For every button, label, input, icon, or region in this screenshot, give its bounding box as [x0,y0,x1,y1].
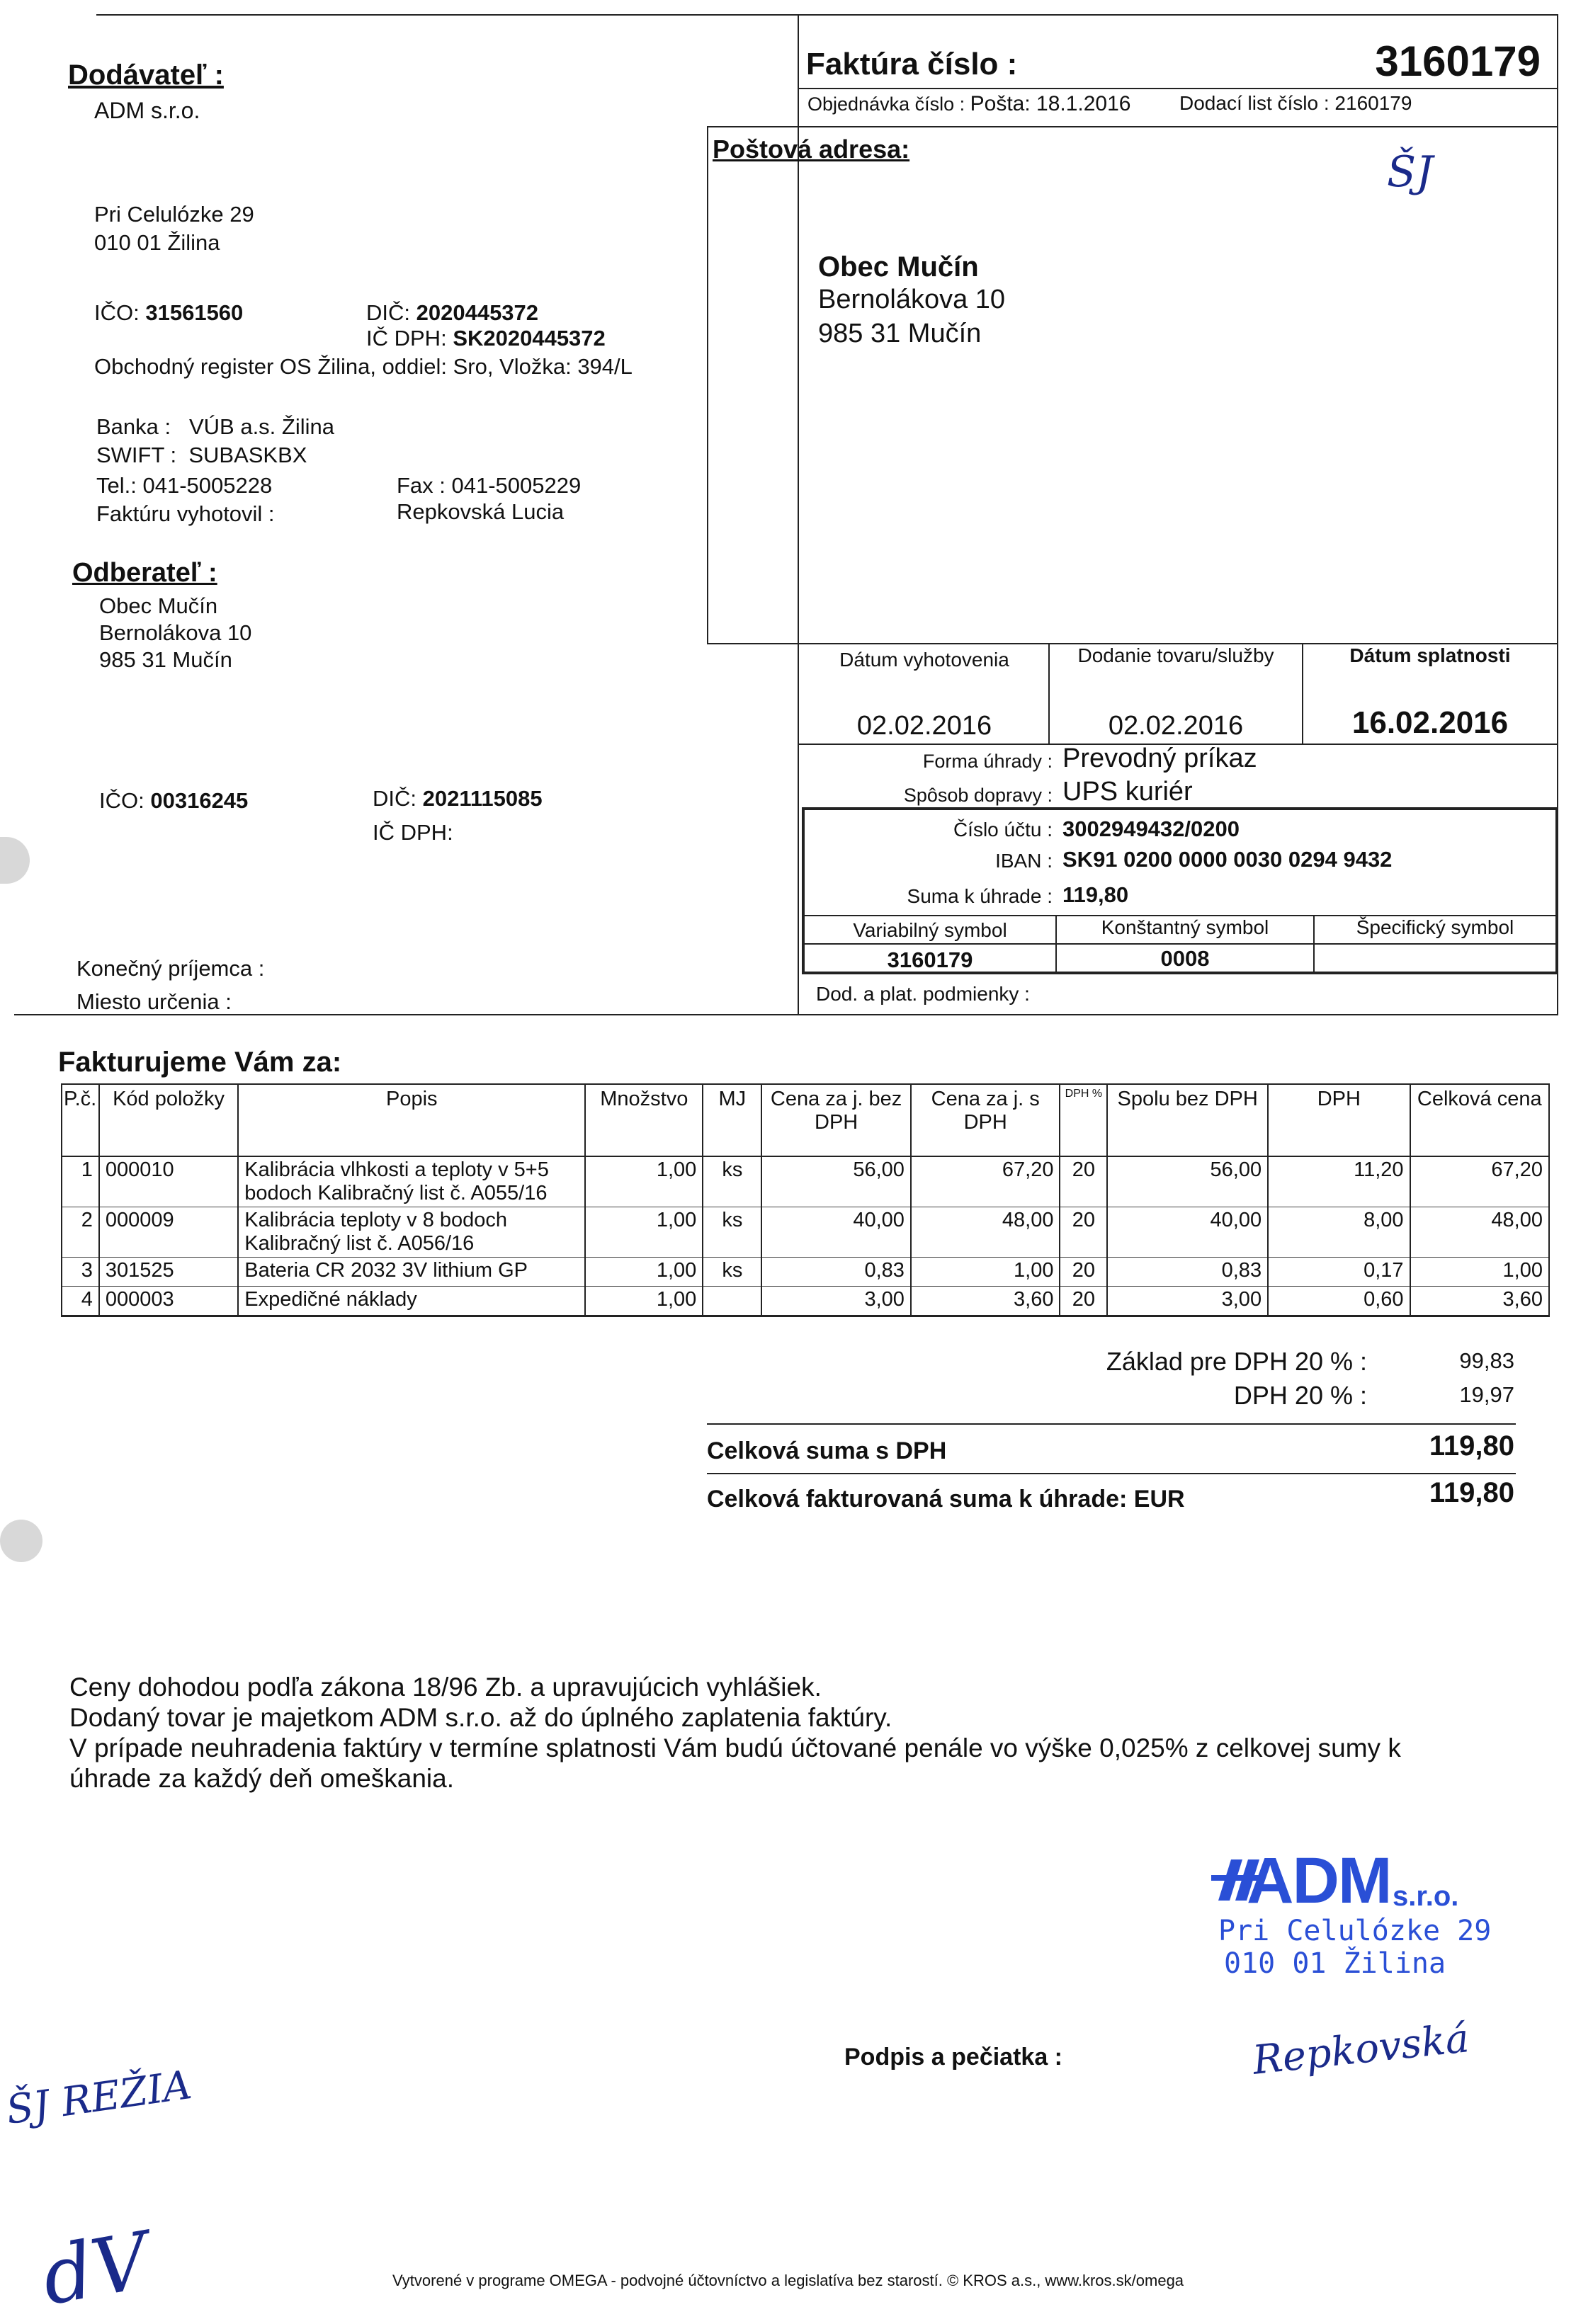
cell-pc: 4 [62,1287,99,1316]
handwritten-note: ŠJ REŽIA [3,2062,195,2134]
supplier-bank: Banka : VÚB a.s. Žilina [96,414,334,439]
cell-vat: 0,60 [1268,1287,1410,1316]
vat-base: 99,83 [1459,1348,1514,1373]
cell-unit-gross: 48,00 [911,1207,1060,1258]
customer-icdph: IČ DPH: [373,820,453,845]
punch-hole-icon [0,837,30,884]
cell-code: 000010 [99,1156,238,1207]
cell-vat: 8,00 [1268,1207,1410,1258]
invoice-title-rule [798,88,1558,89]
payable-total: 119,80 [1429,1477,1514,1508]
ks: 0008 [1160,946,1210,971]
delivery-note: Dodací list číslo : 2160179 [1179,92,1412,114]
stamp-logo: ADM [1247,1845,1391,1917]
delivery-date: 02.02.2016 [1108,711,1244,741]
cell-mj: ks [703,1156,761,1207]
cell-unit-net: 40,00 [761,1207,911,1258]
cell-desc [238,1258,585,1287]
cell-desc [238,1287,585,1316]
cell-pc: 2 [62,1207,99,1258]
cell-vat-pct: 20 [1060,1258,1107,1287]
cell-code: 000009 [99,1207,238,1258]
col-vat: DPH [1268,1084,1410,1156]
col-unit-gross: Cena za j. s DPH [911,1084,1060,1156]
final-recipient-label: Konečný príjemca : [76,956,265,981]
vat-total-label: DPH 20 % : [1233,1381,1367,1410]
cell-vat-pct: 20 [1060,1207,1107,1258]
supplier-heading: Dodávateľ : [68,59,224,91]
cell-total-net: 0,83 [1107,1258,1268,1287]
cell-pc: 3 [62,1258,99,1287]
vat-base-label: Základ pre DPH 20 % : [1106,1347,1367,1376]
cell-vat-pct: 20 [1060,1156,1107,1207]
cell-total-net: 40,00 [1107,1207,1268,1258]
col-total: Celková cena [1410,1084,1549,1156]
cell-unit-gross: 1,00 [911,1258,1060,1287]
issue-date-label: Dátum vyhotovenia [839,649,1009,671]
conditions-label: Dod. a plat. podmienky : [816,983,1030,1005]
punch-hole-icon [0,1520,42,1562]
supplier-tel: Tel.: 041-5005228 [96,473,273,498]
cell-desc [238,1156,585,1207]
payment-form: Prevodný príkaz [1062,744,1257,773]
desc-line-1: Kalibrácia vlhkosti a teploty v 5+5 [244,1158,549,1181]
items-table [61,1083,1550,1317]
due-date-label: Dátum splatnosti [1349,644,1511,666]
account-label: Číslo účtu : [953,819,1053,841]
note-line: V prípade neuhradenia faktúry v termíne splatnosti Vám budú účtované penále vo výške 0,025% z celkovej sumy k [69,1733,1401,1762]
cell-vat: 0,17 [1268,1258,1410,1287]
cell-total-net: 3,00 [1107,1287,1268,1316]
sum: 119,80 [1062,882,1129,907]
customer-street: Bernolákova 10 [99,620,252,645]
cell-total-net: 56,00 [1107,1156,1268,1207]
cell-code: 000003 [99,1287,238,1316]
invoice-title: Faktúra číslo : [806,47,1018,81]
supplier-fax: Fax : 041-5005229 [397,473,582,498]
cell-total: 67,20 [1410,1156,1549,1207]
transport: UPS kuriér [1062,777,1193,807]
supplier-city: 010 01 Žilina [94,230,220,255]
table-row [62,1287,1549,1316]
cell-unit-net: 56,00 [761,1156,911,1207]
cell-total: 1,00 [1410,1258,1549,1287]
cell-unit-gross: 67,20 [911,1156,1060,1207]
top-rule [96,14,798,16]
stamp-suffix: s.r.o. [1393,1881,1459,1912]
table-row [62,1156,1549,1207]
items-heading: Fakturujeme Vám za: [58,1047,342,1078]
ks-label: Konštantný symbol [1101,916,1269,938]
col-qty: Množstvo [585,1084,703,1156]
postal-address-box [707,126,1558,644]
desc-line-1: Kalibrácia teploty v 8 bodoch [244,1209,508,1231]
iban-label: IBAN : [995,850,1053,872]
cell-mj: ks [703,1258,761,1287]
cell-qty: 1,00 [585,1156,703,1207]
stamp-city: 010 01 Žilina [1224,1947,1446,1980]
supplier-register: Obchodný register OS Žilina, oddiel: Sro, Vložka: 394/L [94,354,633,379]
desc-line-1: Bateria CR 2032 3V lithium GP [244,1259,528,1282]
customer-name: Obec Mučín [99,593,218,618]
cell-vat-pct: 20 [1060,1287,1107,1316]
vs: 3160179 [887,947,973,972]
account: 3002949432/0200 [1062,816,1240,841]
supplier-icdph: IČ DPH: SK2020445372 [366,326,606,351]
supplier-name: ADM s.r.o. [94,98,200,123]
table-row [62,1207,1549,1258]
cell-vat: 11,20 [1268,1156,1410,1207]
vs-label: Variabilný symbol [853,919,1007,941]
col-pc: P.č. [62,1084,99,1156]
note-line: Dodaný tovar je majetkom ADM s.r.o. až do úplného zaplatenia faktúry. [69,1703,892,1732]
desc-line-1: Expedičné náklady [244,1288,417,1311]
issued-by-label: Faktúru vyhotovil : [96,501,275,526]
col-total-net: Spolu bez DPH [1107,1084,1268,1156]
cell-desc [238,1207,585,1258]
customer-city: 985 31 Mučín [99,647,232,672]
supplier-swift: SWIFT : SUBASKBX [96,443,307,467]
company-stamp [1204,1845,1502,1988]
cell-qty: 1,00 [585,1258,703,1287]
cell-unit-net: 3,00 [761,1287,911,1316]
symbols-mid-rule [803,943,1557,945]
customer-dic: DIČ: 2021115085 [373,786,543,811]
ss-label: Špecifický symbol [1356,916,1514,938]
payment-form-label: Forma úhrady : [922,751,1053,772]
desc-line-2: Kalibračný list č. A056/16 [244,1232,475,1255]
cell-unit-gross: 3,60 [911,1287,1060,1316]
table-row [62,1258,1549,1287]
footer-note: Vytvorené v programe OMEGA - podvojné účtovníctvo a legislatíva bez starostí. © KROS a.s., www.kros.sk/omega [392,2272,1184,2289]
transport-label: Spôsob dopravy : [903,785,1053,806]
customer-heading: Odberateľ : [72,558,217,588]
col-unit-net: Cena za j. bez DPH [761,1084,911,1156]
payable-label: Celková fakturovaná suma k úhrade: EUR [707,1486,1185,1513]
postal-heading: Poštová adresa: [713,135,910,164]
iban: SK91 0200 0000 0030 0294 9432 [1062,847,1393,872]
issue-date: 02.02.2016 [856,711,992,741]
cell-qty: 1,00 [585,1287,703,1316]
stamp-street: Pri Celulózke 29 [1218,1915,1492,1947]
supplier-dic: DIČ: 2020445372 [366,300,539,325]
issued-by: Repkovská Lucia [397,499,565,524]
desc-line-2: bodoch Kalibračný list č. A055/16 [244,1182,548,1204]
cell-qty: 1,00 [585,1207,703,1258]
cell-unit-net: 0,83 [761,1258,911,1287]
supplier-ico: IČO: 31561560 [94,300,244,325]
invoice-box-top [798,14,1558,16]
supplier-street: Pri Celulózke 29 [94,202,254,227]
items-header-row [62,1084,1549,1156]
customer-ico: IČO: 00316245 [99,788,249,813]
sum-label: Suma k úhrade : [907,885,1053,907]
order-info: Objednávka číslo : Pošta: 18.1.2016 [807,92,1131,115]
handwritten-signature: Repkovská [1250,2015,1472,2084]
signature-label: Podpis a pečiatka : [844,2044,1062,2070]
postal-name: Obec Mučín [818,251,979,283]
col-mj: MJ [703,1084,761,1156]
destination-label: Miesto určenia : [76,989,232,1014]
due-date: 16.02.2016 [1351,705,1509,740]
note-line: Ceny dohodou podľa zákona 18/96 Zb. a upravujúcich vyhlášiek. [69,1673,822,1702]
cell-mj [703,1287,761,1316]
col-desc: Popis [238,1084,585,1156]
cell-pc: 1 [62,1156,99,1207]
note-line: úhrade za každý deň omeškania. [69,1764,455,1793]
col-vat-pct: DPH % [1060,1084,1107,1156]
cell-mj: ks [703,1207,761,1258]
postal-city: 985 31 Mučín [818,319,982,348]
delivery-date-label: Dodanie tovaru/služby [1077,644,1274,666]
totals-rule-1 [707,1423,1516,1425]
handwritten-mark: dV [35,2214,156,2323]
handwritten-initials: ŠJ [1387,147,1434,197]
cell-total: 48,00 [1410,1207,1549,1258]
gross-total: 119,80 [1429,1430,1514,1462]
cell-total: 3,60 [1410,1287,1549,1316]
invoice-number: 3160179 [1375,38,1541,85]
cell-code: 301525 [99,1258,238,1287]
col-code: Kód položky [99,1084,238,1156]
gross-total-label: Celková suma s DPH [707,1437,947,1464]
postal-street: Bernolákova 10 [818,285,1006,314]
header-bottom-rule [14,1014,1558,1015]
totals-rule-2 [707,1473,1516,1474]
vat-total: 19,97 [1459,1382,1514,1407]
